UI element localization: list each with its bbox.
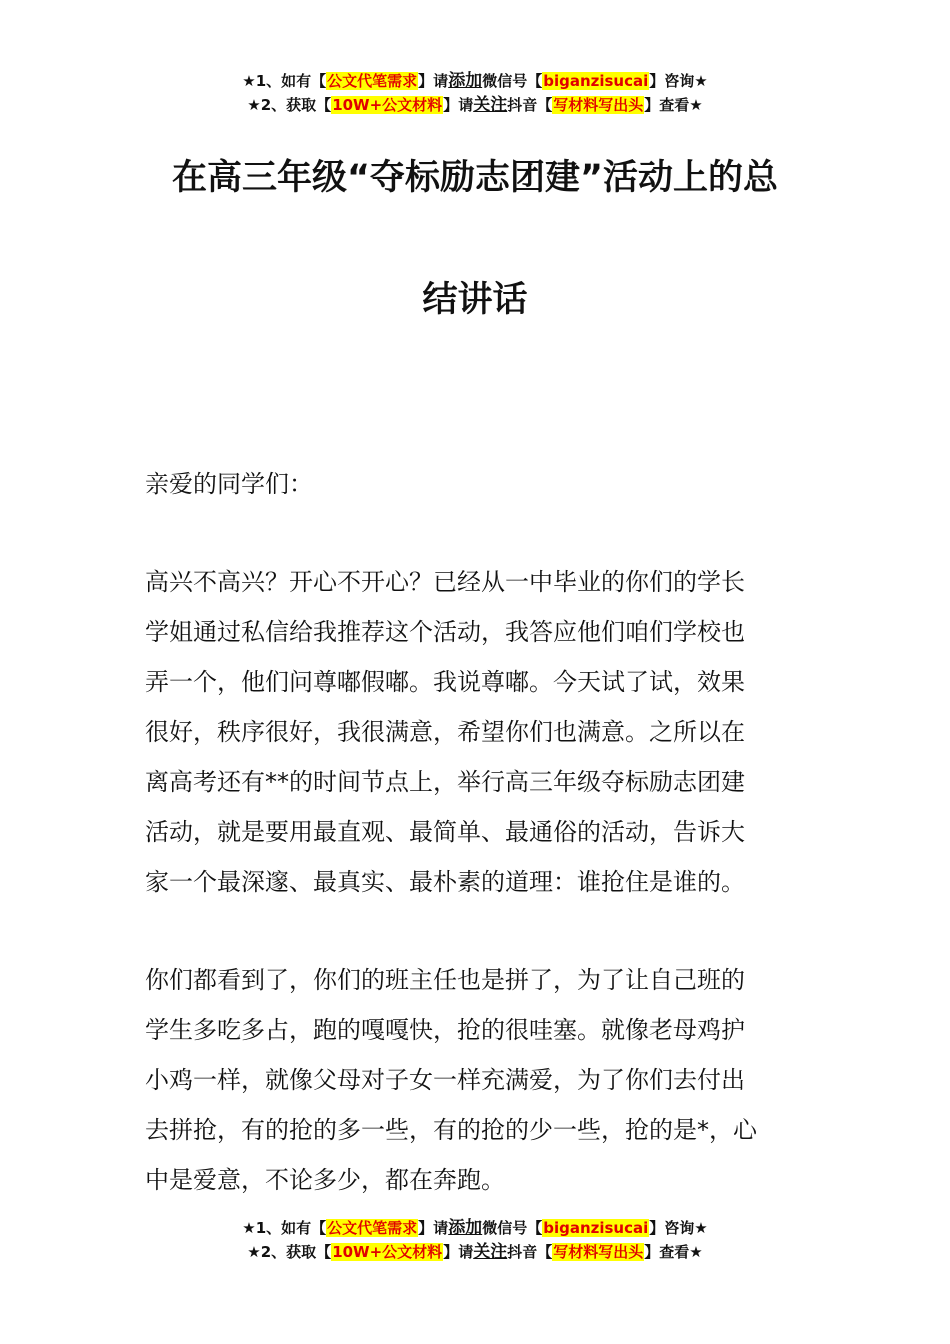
paragraph-line: 中是爱意，不论多少，都在奔跑。: [145, 1166, 505, 1194]
paragraph-line: 家一个最深邃、最真实、最朴素的道理：谁抢住是谁的。: [145, 868, 745, 896]
promo-douyin-id: 写材料写出头: [553, 96, 644, 114]
top-promo-banner: [0, 69, 950, 117]
promo-line-2: [0, 93, 950, 117]
promo-highlight: 公文代笔需求: [327, 72, 418, 90]
promo-text: 微信号【: [482, 72, 543, 90]
promo-text: 】咨询★: [649, 72, 708, 90]
paragraph-1: [145, 557, 807, 907]
paragraph-line: 学生多吃多占，跑的嘎嘎快，抢的很哇塞。就像老母鸡护: [145, 1016, 745, 1044]
paragraph-line: 离高考还有**的时间节点上，举行高三年级夺标励志团建: [145, 768, 745, 796]
promo-douyin-id: 写材料写出头: [553, 1243, 644, 1261]
promo-highlight: 10W+公文材料: [332, 96, 443, 114]
promo-highlight: 公文代笔需求: [327, 1219, 418, 1237]
promo-text: ★1、如有【: [242, 72, 327, 90]
paragraph-2: [145, 955, 807, 1205]
paragraph-line: 你们都看到了，你们的班主任也是拼了，为了让自己班的: [145, 966, 745, 994]
promo-wechat-id: biganzisucai: [543, 72, 649, 90]
promo-emphasis: 添加: [448, 1218, 483, 1238]
promo-emphasis: 添加: [448, 71, 483, 91]
paragraph-line: 高兴不高兴？开心不开心？已经从一中毕业的你们的学长: [145, 568, 745, 596]
promo-highlight: 10W+公文材料: [332, 1243, 443, 1261]
paragraph-line: 活动，就是要用最直观、最简单、最通俗的活动，告诉大: [145, 818, 745, 846]
promo-wechat-id: biganzisucai: [543, 1219, 649, 1237]
promo-text: 抖音【: [507, 1243, 553, 1261]
promo-emphasis: 关注: [473, 95, 508, 115]
promo-text: 】查看★: [644, 96, 703, 114]
paragraph-line: 去拼抢，有的抢的多一些，有的抢的少一些，抢的是*，心: [145, 1116, 757, 1144]
promo-text: 抖音【: [507, 96, 553, 114]
paragraph-line: 很好，秩序很好，我很满意，希望你们也满意。之所以在: [145, 718, 745, 746]
salutation: 亲爱的同学们：: [145, 470, 313, 498]
promo-text: ★1、如有【: [242, 1219, 327, 1237]
promo-line-1: [0, 69, 950, 93]
promo-text: 】请: [418, 1219, 449, 1237]
promo-text: 】咨询★: [649, 1219, 708, 1237]
paragraph-line: 学姐通过私信给我推荐这个活动，我答应他们咱们学校也: [145, 618, 745, 646]
promo-text: 】请: [443, 96, 474, 114]
promo-text: ★2、获取【: [247, 1243, 332, 1261]
paragraph-line: 弄一个，他们问尊嘟假嘟。我说尊嘟。今天试了试，效果: [145, 668, 745, 696]
promo-line-2: [0, 1240, 950, 1264]
bottom-promo-banner: [0, 1216, 950, 1264]
paragraph-line: 小鸡一样，就像父母对子女一样充满爱，为了你们去付出: [145, 1066, 745, 1094]
promo-text: 】请: [443, 1243, 474, 1261]
promo-text: ★2、获取【: [247, 96, 332, 114]
promo-text: 】查看★: [644, 1243, 703, 1261]
promo-text: 微信号【: [482, 1219, 543, 1237]
promo-emphasis: 关注: [473, 1242, 508, 1262]
document-title-line-2: 结讲话: [422, 280, 528, 320]
promo-line-1: [0, 1216, 950, 1240]
document-title-line-1: 在高三年级“夺标励志团建”活动上的总: [171, 158, 778, 198]
promo-text: 】请: [418, 72, 449, 90]
